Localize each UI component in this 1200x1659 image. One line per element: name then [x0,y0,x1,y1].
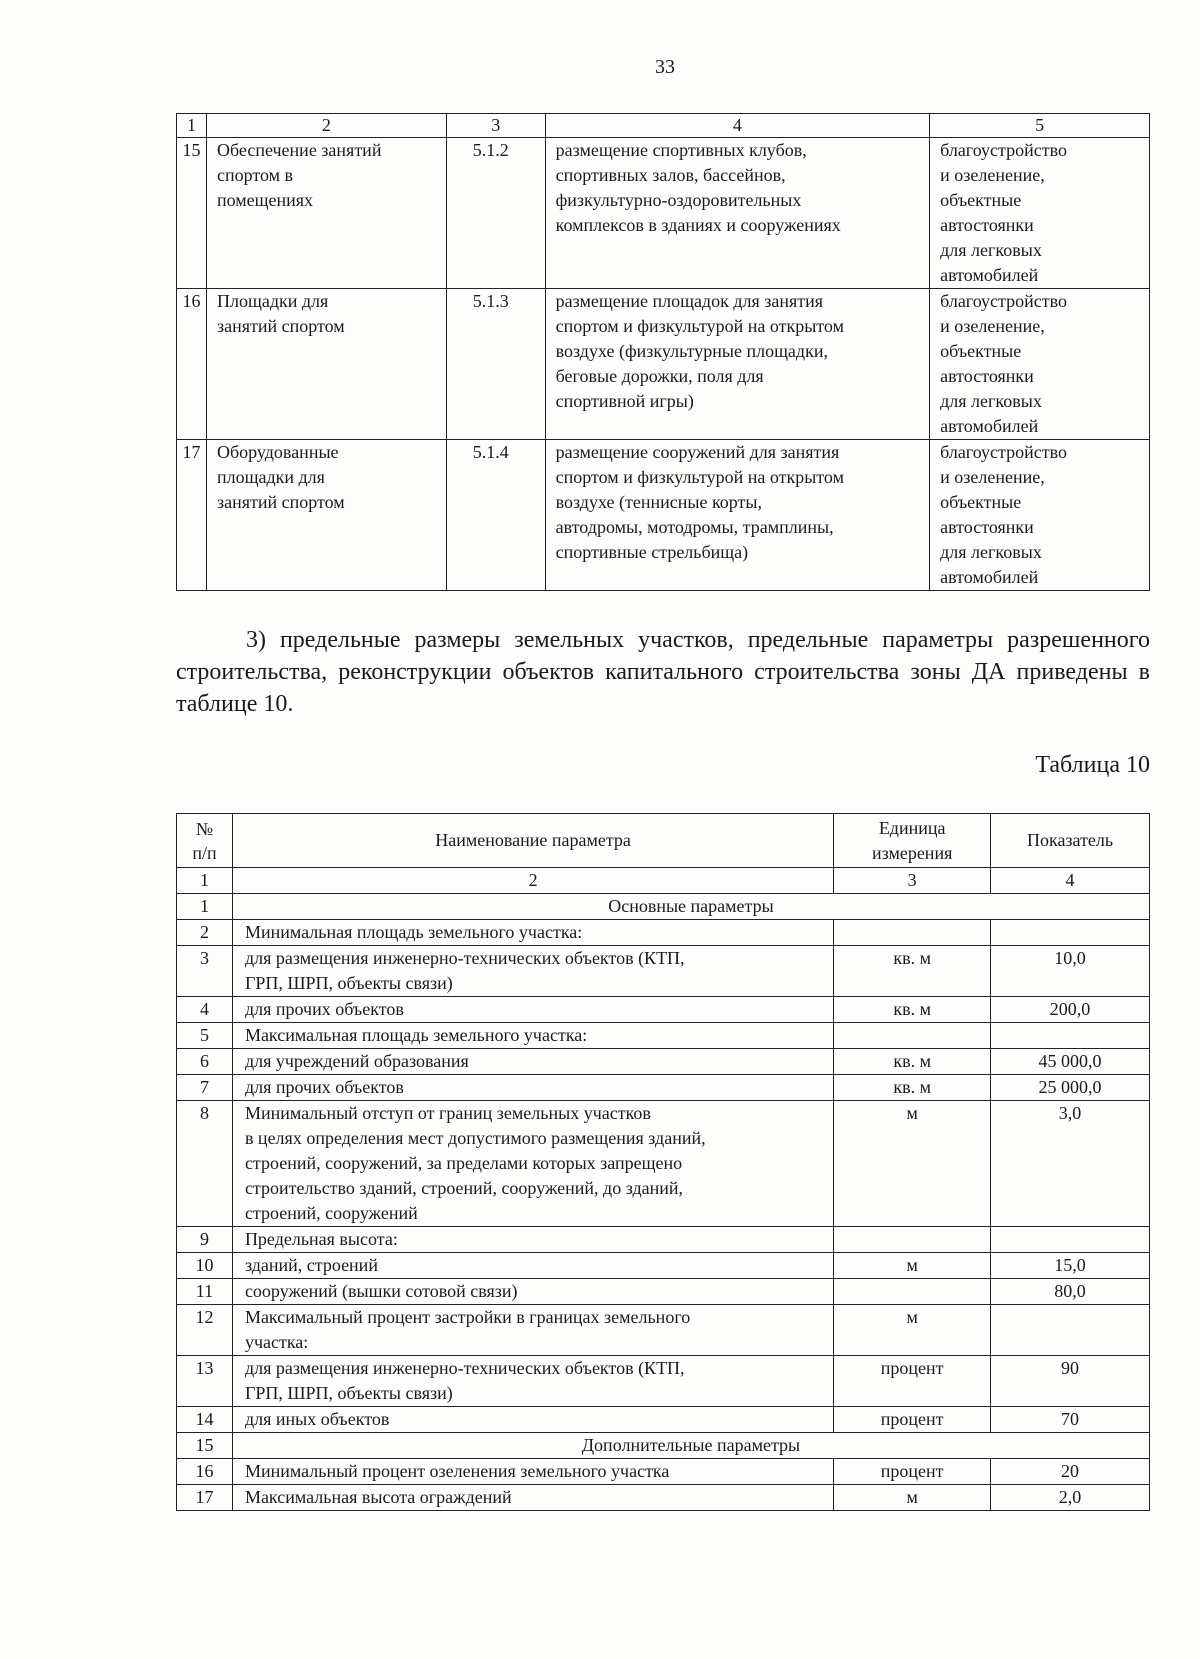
parameter-value: 3,0 [991,1101,1150,1227]
parameter-name: сооружений (вышки сотовой связи) [232,1279,833,1305]
table-row [177,1279,1150,1305]
parameter-unit: м [834,1485,991,1511]
row-number: 1 [177,894,233,920]
table-row [177,1101,1150,1227]
row-number: 16 [177,289,207,440]
use-description: размещение площадок для занятия спортом и физкультурой на открытом воздухе (физкультурные площадки, беговые дорожки, поля для спортивной игры) [545,289,929,440]
parameter-value: 70 [991,1407,1150,1433]
use-name: Площадки для занятий спортом [206,289,446,440]
header-unit: Единица измерения [834,814,991,868]
body-paragraph [176,624,1150,720]
section-title: Основные параметры [232,894,1149,920]
numbering-row [177,868,1150,894]
numbering-cell: 1 [177,868,233,894]
parameter-value: 45 000,0 [991,1049,1150,1075]
parameter-name: для размещения инженерно-технических объектов (КТП, ГРП, ШРП, объекты связи) [232,1356,833,1407]
parameter-unit [834,920,991,946]
parameter-value: 10,0 [991,946,1150,997]
use-code: 5.1.2 [446,138,545,289]
parameter-value: 25 000,0 [991,1075,1150,1101]
table-row [177,1459,1150,1485]
header-parameter-name: Наименование параметра [232,814,833,868]
parameter-unit [834,1227,991,1253]
header-cell: 2 [206,114,446,138]
parameter-unit: кв. м [834,1049,991,1075]
row-number: 4 [177,997,233,1023]
table-row [177,1075,1150,1101]
header-value: Показатель [991,814,1150,868]
parameter-name: зданий, строений [232,1253,833,1279]
header-number: № п/п [177,814,233,868]
parameter-name: Максимальная высота ограждений [232,1485,833,1511]
parameter-unit: кв. м [834,1075,991,1101]
table-row [177,1253,1150,1279]
table-row [177,1356,1150,1407]
row-number: 12 [177,1305,233,1356]
table-caption: Таблица 10 [1035,752,1150,778]
header-cell: 5 [930,114,1150,138]
table-row [177,1049,1150,1075]
parameter-unit [834,1279,991,1305]
row-number: 15 [177,1433,233,1459]
table-row [177,440,1150,591]
parameters-table [176,813,1150,1511]
row-number: 15 [177,138,207,289]
auxiliary-uses: благоустройство и озеленение, объектные автостоянки для легковых автомобилей [930,138,1150,289]
parameter-value [991,1023,1150,1049]
numbering-cell: 4 [991,868,1150,894]
table-row [177,946,1150,997]
parameter-value: 15,0 [991,1253,1150,1279]
parameter-name: для прочих объектов [232,1075,833,1101]
numbering-cell: 2 [232,868,833,894]
row-number: 2 [177,920,233,946]
parameter-value: 90 [991,1356,1150,1407]
use-code: 5.1.4 [446,440,545,591]
header-cell: 3 [446,114,545,138]
table-row [177,138,1150,289]
parameter-unit [834,1023,991,1049]
parameter-value [991,1305,1150,1356]
parameter-name: для размещения инженерно-технических объектов (КТП, ГРП, ШРП, объекты связи) [232,946,833,997]
row-number: 6 [177,1049,233,1075]
parameter-value [991,1227,1150,1253]
parameter-unit: м [834,1101,991,1227]
parameter-name: для прочих объектов [232,997,833,1023]
row-number: 9 [177,1227,233,1253]
parameter-value: 2,0 [991,1485,1150,1511]
use-name: Обеспечение занятий спортом в помещениях [206,138,446,289]
parameters-body [177,894,1150,1511]
parameter-value: 80,0 [991,1279,1150,1305]
row-number: 3 [177,946,233,997]
parameter-name: Предельная высота: [232,1227,833,1253]
parameter-name: Максимальный процент застройки в границах земельного участка: [232,1305,833,1356]
parameter-value [991,920,1150,946]
parameter-unit: процент [834,1407,991,1433]
row-number: 11 [177,1279,233,1305]
table-row [177,1023,1150,1049]
table-header-row [177,814,1150,868]
section-row [177,1433,1150,1459]
table-row [177,289,1150,440]
table-row [177,1407,1150,1433]
row-number: 14 [177,1407,233,1433]
parameter-unit: процент [834,1459,991,1485]
row-number: 7 [177,1075,233,1101]
numbering-cell: 3 [834,868,991,894]
use-description: размещение спортивных клубов, спортивных залов, бассейнов, физкультурно-оздоровительных комплексов в зданиях и сооружениях [545,138,929,289]
row-number: 17 [177,1485,233,1511]
land-use-table [176,113,1150,591]
table-row [177,1485,1150,1511]
paragraph-text: 3) предельные размеры земельных участков, предельные параметры разрешенного строительства, реконструкции объектов капитального строительства зоны ДА приведены в таблице 10. [176,627,1150,717]
table-row [177,920,1150,946]
parameter-unit: процент [834,1356,991,1407]
row-number: 16 [177,1459,233,1485]
parameter-unit: кв. м [834,997,991,1023]
parameter-unit: кв. м [834,946,991,997]
auxiliary-uses: благоустройство и озеленение, объектные автостоянки для легковых автомобилей [930,289,1150,440]
table-header-row [177,114,1150,138]
use-code: 5.1.3 [446,289,545,440]
header-cell: 1 [177,114,207,138]
parameter-name: для учреждений образования [232,1049,833,1075]
section-row [177,894,1150,920]
row-number: 10 [177,1253,233,1279]
parameter-name: Минимальный процент озеленения земельного участка [232,1459,833,1485]
parameter-value: 20 [991,1459,1150,1485]
header-cell: 4 [545,114,929,138]
auxiliary-uses: благоустройство и озеленение, объектные автостоянки для легковых автомобилей [930,440,1150,591]
section-title: Дополнительные параметры [232,1433,1149,1459]
row-number: 5 [177,1023,233,1049]
use-name: Оборудованные площадки для занятий спортом [206,440,446,591]
parameter-name: Минимальная площадь земельного участка: [232,920,833,946]
row-number: 13 [177,1356,233,1407]
parameter-value: 200,0 [991,997,1150,1023]
parameter-unit: м [834,1305,991,1356]
parameter-name: Минимальный отступ от границ земельных участков в целях определения мест допустимого размещения зданий, строений, сооружений, за пределами которых запрещено строительство зданий, строений, сооружений, до зданий, строений, сооружений [232,1101,833,1227]
use-description: размещение сооружений для занятия спортом и физкультурой на открытом воздухе (теннисные корты, автодромы, мотодромы, трамплины, спортивные стрельбища) [545,440,929,591]
table-row [177,1305,1150,1356]
row-number: 8 [177,1101,233,1227]
parameter-name: для иных объектов [232,1407,833,1433]
parameter-unit: м [834,1253,991,1279]
table-row [177,1227,1150,1253]
row-number: 17 [177,440,207,591]
page-number: 33 [655,56,675,78]
table-row [177,997,1150,1023]
parameter-name: Максимальная площадь земельного участка: [232,1023,833,1049]
